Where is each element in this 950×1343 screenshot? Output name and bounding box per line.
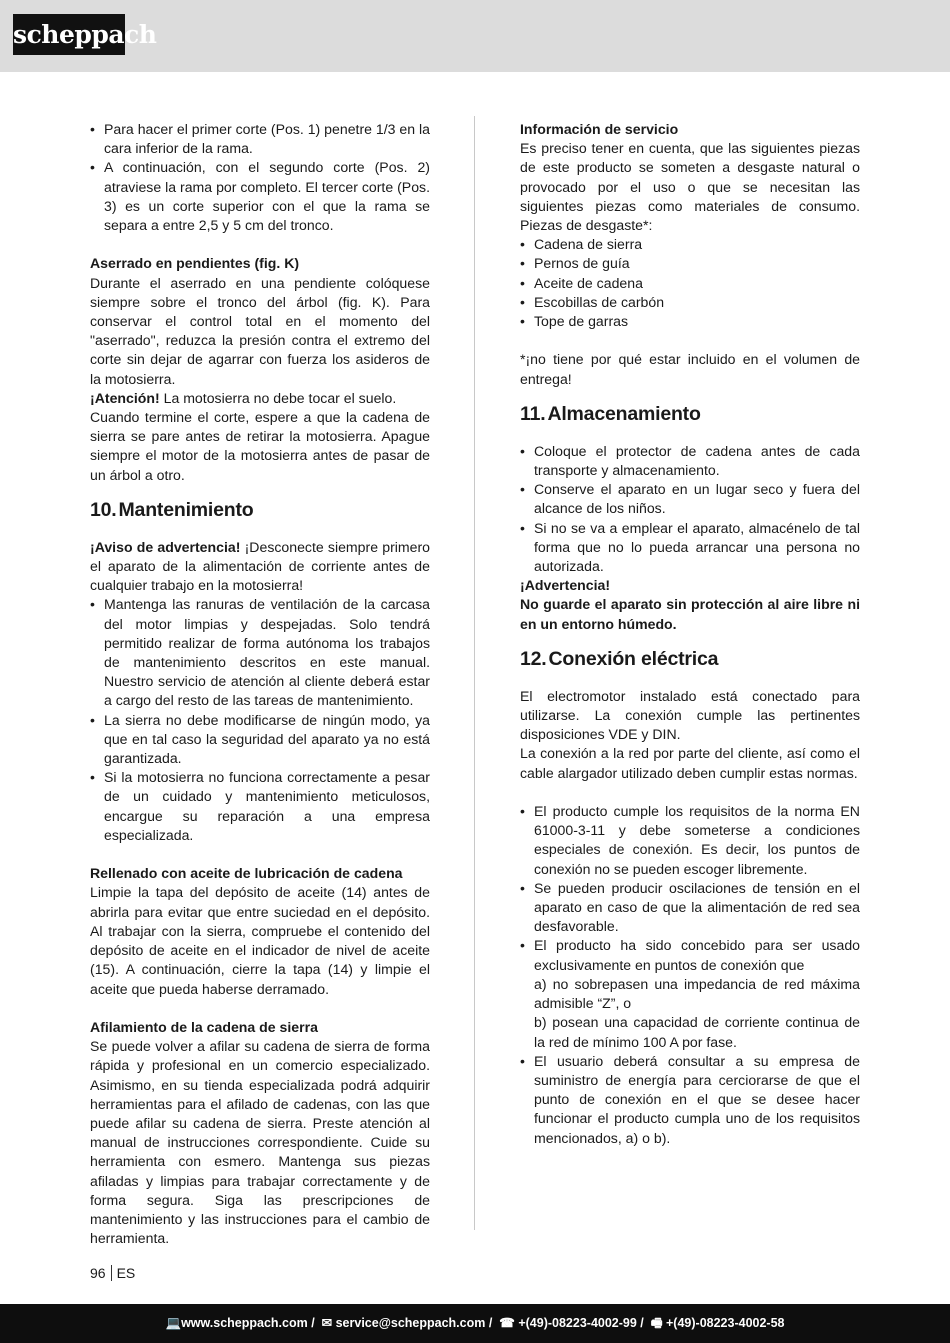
list-item-text: El producto ha sido concebido para ser usado exclusivamente en puntos de conexión que: [534, 937, 860, 973]
oil-text: Limpie la tapa del depósito de aceite (14) antes de abrirla para evitar que entre suciedad en el depósito. Al trabajar con la sierra, compruebe el contenido del depósito de aceite en el indicador de nivel de aceite (15). A continuación, cierre la tapa (14) y limpie el aceite que pueda haberse derramado.: [90, 884, 430, 997]
warning-text: ¡Desconecte siempre primero el aparato de la alimentación de corriente antes de cualquier trabajo en la motosierra!: [90, 538, 431, 594]
list-item: • Tope de garras: [520, 312, 860, 331]
list-item: • La sierra no debe modificarse de ningún modo, ya que en tal caso la seguridad del aparato ya no está garantizada.: [90, 711, 430, 769]
condition-b: b) posean una capacidad de corriente continua de la red de mínimo 100 A por fase.: [534, 1014, 860, 1050]
attention-text: La motosierra no debe tocar el suelo.: [159, 389, 397, 406]
section-heading-11: [520, 402, 860, 426]
phone-number: +(49)-08223-4002-99 /: [518, 1316, 644, 1330]
section-heading-10: [90, 498, 430, 522]
list-item: [520, 936, 860, 1051]
fax-number: +(49)-08223-4002-58: [666, 1316, 785, 1330]
electric-text-2: La conexión a la red por parte del cliente, así como el cable alargador utilizado deben cumplir estas normas.: [520, 745, 860, 781]
mail-icon: ✉: [318, 1316, 336, 1330]
maintenance-list: [90, 595, 430, 845]
column-divider: [474, 116, 475, 1230]
language-code: ES: [116, 1265, 136, 1281]
list-item: • Pernos de guía: [520, 254, 860, 273]
left-column: [90, 120, 430, 1248]
attention-note: [90, 389, 430, 408]
list-item: • Coloque el protector de cadena antes de cada transporte y almacenamiento.: [520, 442, 860, 480]
section-heading-12: [520, 647, 860, 671]
warning-label: ¡Advertencia!: [520, 577, 611, 594]
scheppach-logo: scheppach: [13, 14, 125, 55]
section-title: Conexión eléctrica: [548, 647, 719, 670]
section-number: 12.: [520, 647, 547, 670]
list-item: • Si la motosierra no funciona correctamente a pesar de un cuidado y mantenimiento meticulosos, encargue su reparación a una empresa especializada.: [90, 768, 430, 845]
list-item: • Para hacer el primer corte (Pos. 1) penetre 1/3 en la cara inferior de la rama.: [90, 120, 430, 158]
electric-list: [520, 802, 860, 1148]
attention-label: ¡Atención!: [90, 389, 160, 406]
computer-icon: 💻: [165, 1316, 182, 1330]
warning-note: [90, 538, 430, 596]
list-item: • Mantenga las ranuras de ventilación de la carcasa del motor limpias y despejadas. Solo tendrá permitido realizar de forma autónoma los trabajos de mantenimiento descritos en este manual. Nuestro servicio de atención al cliente deberá estar a cargo del resto de las tareas de mantenimiento.: [90, 595, 430, 710]
list-item: • Si no se va a emplear el aparato, almacénelo de tal forma que no lo pueda arrancar una persona no autorizada.: [520, 519, 860, 577]
list-item: • El producto cumple los requisitos de la norma EN 61000-3-11 y debe someterse a condiciones especiales de conexión. Es decir, los puntos de conexión no se pueden escoger libremente.: [520, 802, 860, 879]
email-link[interactable]: service@scheppach.com /: [335, 1316, 493, 1330]
website-link[interactable]: www.scheppach.com /: [181, 1316, 315, 1330]
list-item: • Cadena de sierra: [520, 235, 860, 254]
footnote: *¡no tiene por qué estar incluido en el volumen de entrega!: [520, 351, 860, 387]
warning-label: ¡Aviso de advertencia!: [90, 538, 241, 555]
list-item: • El usuario deberá consultar a su empresa de suministro de energía para cerciorarse de que el punto de conexión en el que se desee hacer funcionar el producto cumpla uno de los requisitos mencionados, a) o b).: [520, 1052, 860, 1148]
section-title: Mantenimiento: [118, 498, 254, 521]
list-item: • Escobillas de carbón: [520, 293, 860, 312]
wear-parts-list: [520, 235, 860, 331]
list-item: • A continuación, con el segundo corte (Pos. 2) atraviese la rama por completo. El tercer corte (Pos. 3) es un corte superior con el que la rama se separa a entre 2,5 y 5 cm del tronco.: [90, 158, 430, 235]
list-item: • Se pueden producir oscilaciones de tensión en el aparato en caso de que la alimentación de red sea desfavorable.: [520, 879, 860, 937]
storage-list: [520, 442, 860, 576]
footer-bar: [0, 1304, 950, 1343]
section-title: Almacenamiento: [547, 402, 701, 425]
section-number: 10.: [90, 498, 117, 521]
list-item: • Conserve el aparato en un lugar seco y fuera del alcance de los niños.: [520, 480, 860, 518]
slope-heading: Aserrado en pendientes (fig. K): [90, 255, 300, 272]
warning-text: No guarde el aparato sin protección al aire libre ni en un entorno húmedo.: [520, 596, 860, 632]
oil-heading: Rellenado con aceite de lubricación de cadena: [90, 865, 403, 882]
service-text: Es preciso tener en cuenta, que las siguientes piezas de este producto se someten a desgaste natural o provocado por el uso o que se necesitan las siguientes piezas como materiales de consumo. Piezas de desgaste*:: [520, 140, 860, 234]
phone-icon: ☎: [495, 1316, 519, 1330]
right-column: [520, 120, 860, 1148]
page-number: [90, 1265, 135, 1281]
electric-text-1: El electromotor instalado está conectado para utilizarse. La conexión cumple las pertinentes disposiciones VDE y DIN.: [520, 687, 860, 743]
page-number-value: 96: [90, 1265, 106, 1281]
service-heading: Información de servicio: [520, 121, 679, 137]
fax-icon: 🖷: [647, 1316, 666, 1330]
after-cut-text: Cuando termine el corte, espere a que la cadena de sierra se pare antes de retirar la motosierra. Apague siempre el motor de la motosierra antes de pasar de un árbol a otro.: [90, 409, 430, 483]
page-separator: [111, 1265, 112, 1281]
slope-text: Durante el aserrado en una pendiente colóquese siempre sobre el tronco del árbol (fig. K). Para conservar el control total en el momento del "aserrado", reduzca la presión contra el extremo del corte sin dejar de agarrar con fuerza los asideros de la motosierra.: [90, 274, 430, 387]
header-bar: [0, 0, 950, 72]
condition-a: a) no sobrepasen una impedancia de red máxima admisible “Z”, o: [534, 975, 860, 1012]
section-number: 11.: [520, 402, 546, 425]
cutting-steps-list: [90, 120, 430, 235]
list-item: • Aceite de cadena: [520, 274, 860, 293]
sharpen-text: Se puede volver a afilar su cadena de sierra de forma rápida y profesional en un comercio especializado. Asimismo, en su tienda especializada podrá adquirir herramientas para el afilado de cadenas, con las que puede afilar su cadena de sierra. Preste atención al manual de instrucciones correspondiente. Cuide su herramienta con esmero. Mantenga sus piezas afiladas y limpias para trabajar correctamente y de forma segura. Siga las prescripciones de mantenimiento y las instrucciones para el cambio de herramienta.: [90, 1038, 430, 1247]
sharpen-heading: Afilamiento de la cadena de sierra: [90, 1018, 318, 1035]
